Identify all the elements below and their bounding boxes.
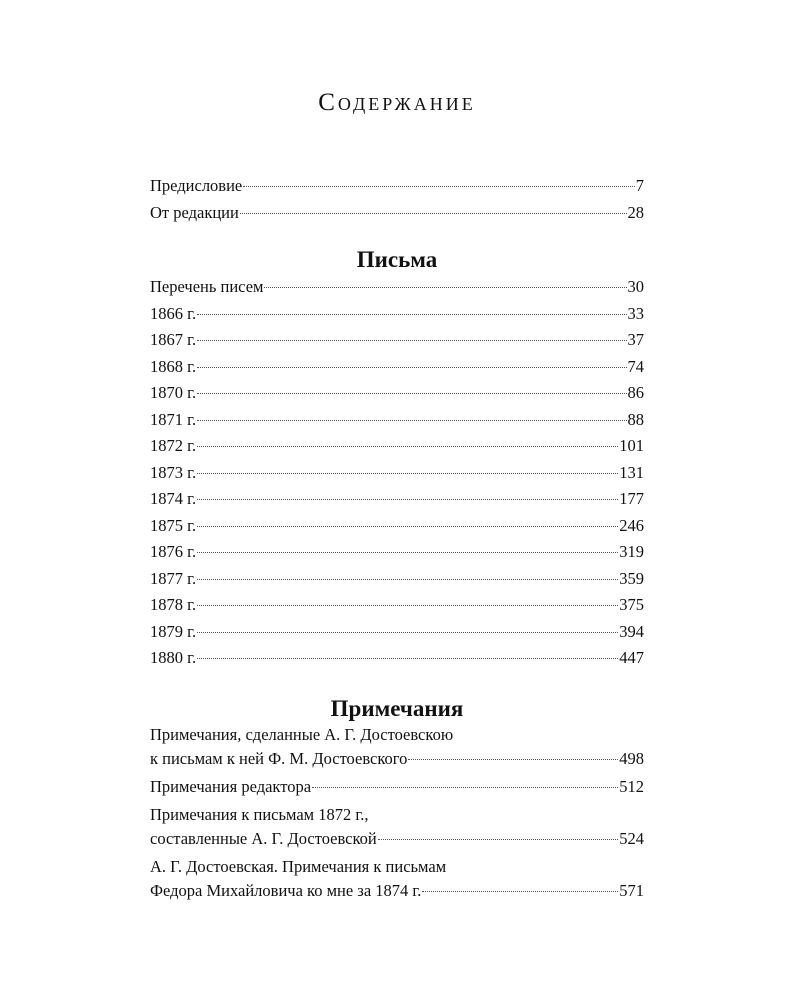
toc-entry-label: 1879 г.	[150, 621, 197, 641]
toc-entry[interactable]	[150, 173, 644, 200]
toc-entry[interactable]	[150, 592, 644, 619]
letters-section	[150, 246, 644, 672]
toc-entry[interactable]	[150, 460, 644, 487]
notes-section	[150, 695, 644, 907]
toc-page-number: 246	[619, 515, 644, 535]
toc-entry[interactable]	[150, 775, 644, 799]
dot-leader	[312, 787, 618, 788]
toc-entry-label: Предисловие	[150, 176, 243, 195]
toc-entry-first-line: А. Г. Достоевская. Примечания к письмам	[150, 857, 447, 876]
dot-leader	[197, 420, 626, 421]
toc-entry[interactable]	[150, 566, 644, 593]
toc-entry-label: 1875 г.	[150, 515, 197, 535]
toc-entry-label: 1874 г.	[150, 489, 197, 508]
toc-page-number: 37	[627, 330, 644, 349]
toc-entry[interactable]	[150, 803, 644, 851]
dot-leader	[422, 891, 618, 892]
dot-leader	[240, 213, 627, 214]
front-matter-list	[150, 173, 644, 226]
toc-page-number: 319	[619, 542, 644, 561]
toc-entry-label: 1873 г.	[150, 462, 197, 482]
dot-leader	[197, 314, 626, 315]
section-title-letters: Письма	[356, 247, 438, 272]
toc-entry[interactable]	[150, 619, 644, 646]
toc-entry-label: 1867 г.	[150, 330, 197, 349]
toc-entry[interactable]	[150, 274, 644, 301]
toc-entry[interactable]	[150, 327, 644, 354]
dot-leader	[197, 552, 618, 553]
dot-leader	[378, 839, 619, 840]
dot-leader	[243, 186, 635, 187]
dot-leader	[197, 499, 618, 500]
dot-leader	[197, 632, 618, 633]
toc-entry[interactable]	[150, 486, 644, 513]
toc-page-number: 101	[619, 436, 644, 455]
toc-entry-label: к письмам к ней Ф. М. Достоевского	[150, 749, 408, 768]
toc-entry[interactable]	[150, 380, 644, 407]
toc-page-number: 177	[619, 489, 644, 508]
page-title: Содержание	[318, 89, 476, 116]
toc-entry[interactable]	[150, 433, 644, 460]
toc-entry-label: 1880 г.	[150, 648, 197, 667]
dot-leader	[197, 605, 618, 606]
toc-entry-label: Примечания редактора	[150, 777, 312, 796]
toc-page-number: 359	[619, 568, 644, 588]
toc-page-number: 86	[627, 383, 644, 402]
toc-page-number: 498	[619, 749, 644, 768]
toc-page-number: 88	[627, 409, 644, 429]
toc-page-number: 524	[619, 829, 644, 848]
section-title-notes: Примечания	[330, 696, 464, 721]
toc-page-number: 7	[635, 176, 644, 195]
toc-entry[interactable]	[150, 200, 644, 227]
dot-leader	[197, 473, 618, 474]
toc-page-number: 447	[619, 648, 644, 667]
toc-entry-label: Федора Михайловича ко мне за 1874 г.	[150, 881, 422, 900]
toc-page-number: 30	[627, 277, 644, 296]
toc-page-number: 394	[619, 621, 644, 641]
toc-entry-label: 1876 г.	[150, 542, 197, 561]
toc-page-number: 375	[619, 595, 644, 614]
toc-entry-label: 1877 г.	[150, 568, 197, 588]
toc-entry[interactable]	[150, 301, 644, 328]
toc-entry-label: 1871 г.	[150, 409, 197, 429]
dot-leader	[264, 287, 626, 288]
dot-leader	[197, 579, 618, 580]
toc-entry[interactable]	[150, 407, 644, 434]
toc-entry[interactable]	[150, 723, 644, 771]
toc-entry-label: 1870 г.	[150, 383, 197, 402]
toc-entry-first-line: Примечания к письмам 1872 г.,	[150, 805, 369, 824]
letters-list	[150, 274, 644, 672]
toc-entry[interactable]	[150, 354, 644, 381]
toc-entry-label: От редакции	[150, 202, 239, 222]
toc-entry-label: 1866 г.	[150, 303, 197, 323]
toc-entry-label: Перечень писем	[150, 277, 264, 296]
toc-page-number: 571	[619, 881, 644, 900]
toc-page-number: 74	[627, 356, 644, 376]
toc-entry-first-line: Примечания, сделанные А. Г. Достоевскою	[150, 725, 454, 744]
toc-entry[interactable]	[150, 513, 644, 540]
toc-page-number: 131	[619, 462, 644, 482]
dot-leader	[197, 526, 618, 527]
dot-leader	[197, 446, 618, 447]
toc-entry-label: составленные А. Г. Достоевской	[150, 829, 377, 848]
dot-leader	[197, 393, 626, 394]
table-of-contents-page	[150, 0, 644, 1000]
toc-page-number: 33	[627, 303, 644, 323]
dot-leader	[197, 340, 626, 341]
dot-leader	[197, 658, 618, 659]
toc-page-number: 28	[627, 202, 644, 222]
toc-entry-label: 1868 г.	[150, 356, 197, 376]
notes-list	[150, 723, 644, 903]
dot-leader	[408, 759, 618, 760]
toc-entry[interactable]	[150, 539, 644, 566]
toc-entry-label: 1872 г.	[150, 436, 197, 455]
dot-leader	[197, 367, 626, 368]
toc-entry[interactable]	[150, 855, 644, 903]
toc-entry[interactable]	[150, 645, 644, 672]
toc-page-number: 512	[619, 777, 644, 796]
toc-entry-label: 1878 г.	[150, 595, 197, 614]
